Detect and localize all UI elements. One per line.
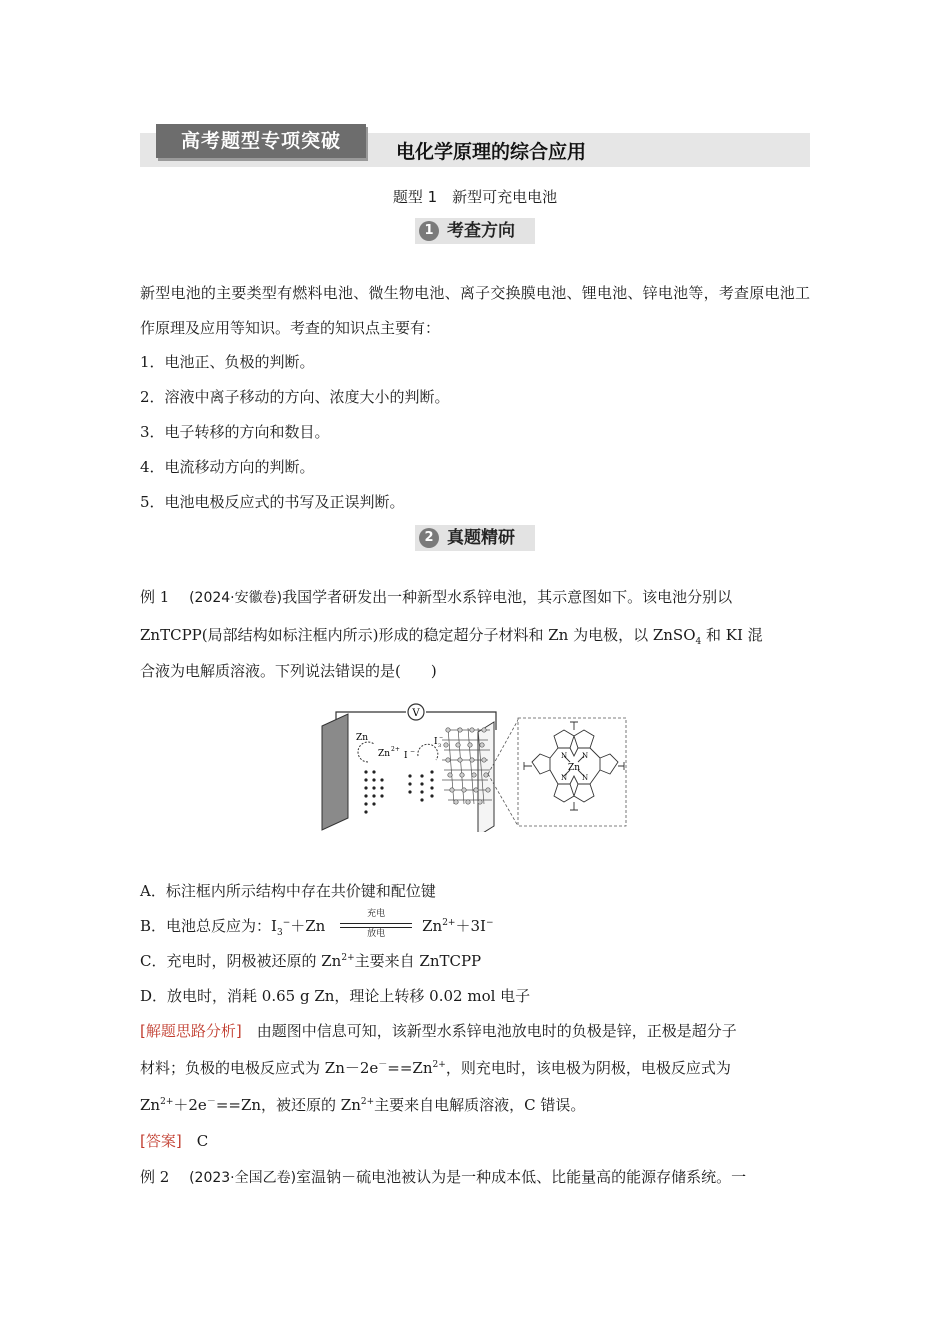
intro-item-5: 5．电池电极反应式的书写及正误判断。 (140, 493, 405, 511)
triiodide-label: I (434, 737, 438, 747)
subtitle: 题型 1 新型可充电电池 (392, 188, 558, 206)
svg-text:N: N (561, 752, 568, 760)
zn-label: Zn (356, 733, 369, 743)
svg-text:3: 3 (438, 743, 442, 749)
section-label: 考查方向 (447, 221, 515, 241)
example-label: 例 1 (140, 588, 170, 606)
left-cycle-arrow (358, 742, 374, 762)
example2-line-1 (140, 1166, 746, 1189)
analysis-line-1: [解题思路分析] 由题图中信息可知，该新型水系锌电池放电时的负极是锌，正极是超分子 (140, 1022, 737, 1040)
banner-tag: 高考题型专项突破 (156, 124, 366, 158)
example-source: (2024·安徽卷) (189, 590, 283, 606)
example1-line-1 (140, 586, 732, 609)
answer-label: [答案] (140, 1132, 182, 1150)
option-d: D．放电时，消耗 0.65 g Zn，理论上转移 0.02 mol 电子 (140, 987, 531, 1005)
voltmeter-label: V (412, 708, 420, 719)
option-a: A．标注框内所示结构中存在共价键和配位键 (140, 882, 436, 900)
page-title: 电化学原理的综合应用 (396, 141, 587, 163)
example-label: 例 2 (140, 1168, 170, 1186)
reversible-arrow: 充电 放电 (336, 915, 416, 937)
zn-electrode (322, 714, 348, 830)
analysis-label: [解题思路分析] (140, 1022, 242, 1040)
intro-item-4: 4．电流移动方向的判断。 (140, 458, 315, 476)
analysis-line-3: $Zn^{2+}+2e^-==Zn$，被还原的 $Zn^{2+}$主要来自电解质溶液，C 错误。 (140, 1096, 586, 1114)
porphyrin-zn-label: Zn (567, 763, 581, 773)
zn2-label: Zn (378, 749, 391, 759)
svg-text:−: − (439, 735, 444, 741)
answer-line (140, 1130, 208, 1152)
intro-paragraph: 新型电池的主要类型有燃料电池、微生物电池、离子交换膜电池、锂电池、锌电池等，考查原电池工作原理及应用等知识。考查的知识点主要有： (140, 284, 810, 337)
svg-text:−: − (410, 748, 416, 755)
analysis-line-2: 材料；负极的电极反应式为 $Zn-2e^-==Zn^{2+}$，则充电时，该电极为阴极，电极反应式为 (140, 1059, 731, 1077)
intro-item-3: 3．电子转移的方向和数目。 (140, 423, 330, 441)
section-number-badge: 1 (419, 221, 439, 241)
section-number-badge: 2 (419, 528, 439, 548)
example1-line-3: 合液为电解质溶液。下列说法错误的是( ) (140, 662, 437, 680)
example-stem: 我国学者研发出一种新型水系锌电池，其示意图如下。该电池分别以 (282, 588, 733, 606)
option-b: B．电池总反应为：$I_3^-+Zn$ 充电 放电 $Zn^{2+}+3I^-$ (140, 909, 494, 939)
example-source: (2023·全国乙卷) (189, 1170, 297, 1186)
intro-item-1: 1．电池正、负极的判断。 (140, 353, 315, 371)
section-label: 真题精研 (447, 528, 515, 548)
right-cycle-arrow (418, 744, 438, 760)
battery-diagram (318, 700, 630, 832)
option-c: C．充电时，阴极被还原的 $Zn^{2+}$主要来自 ZnTCPP (140, 952, 482, 970)
ion-dots-left (364, 770, 383, 813)
svg-text:N: N (582, 774, 589, 782)
section-head-2 (415, 525, 535, 551)
example1-line-2: ZnTCPP(局部结构如标注框内所示)形成的稳定超分子材料和 Zn 为电极，以 ZnSO$_4$ 和 KI 混 (140, 626, 763, 647)
answer-value: C (196, 1132, 209, 1150)
intro-item-2: 2．溶液中离子移动的方向、浓度大小的判断。 (140, 388, 450, 406)
svg-text:N: N (582, 752, 589, 760)
ion-dots-middle (408, 770, 433, 801)
svg-text:N: N (561, 774, 568, 782)
iodide-label: I (404, 751, 408, 761)
example-stem: 室温钠－硫电池被认为是一种成本低、比能量高的能源存储系统。一 (296, 1168, 747, 1186)
svg-text:2+: 2+ (391, 746, 400, 753)
section-head-1 (415, 218, 535, 244)
